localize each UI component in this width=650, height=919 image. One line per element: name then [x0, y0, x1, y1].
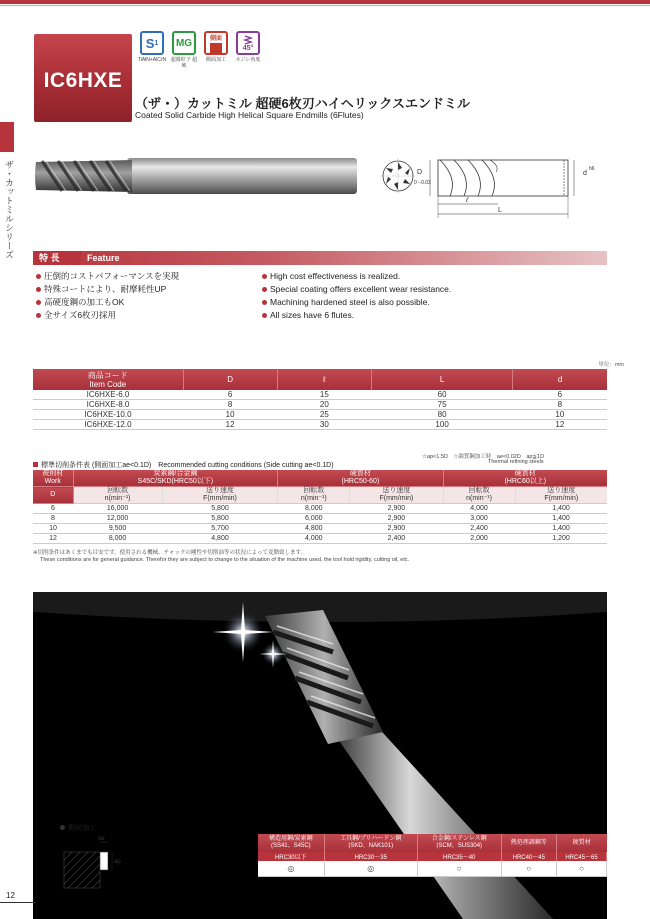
feature-list-en [262, 270, 451, 322]
header-feed: 送り速度 F(mm/min) [515, 487, 607, 504]
feature-item: Special coating offers excellent wear resistance. [262, 283, 451, 296]
micro-grain-icon: MG 超微粒子 超硬 [171, 31, 197, 69]
header-L: L [371, 369, 512, 390]
table-row: 10 9,500 5,700 4,800 2,900 2,400 1,400 [33, 524, 607, 534]
header-material: 熱処理調鋼等 [501, 834, 556, 852]
feature-item: High cost effectiveness is realized. [262, 270, 451, 283]
svg-text:h6: h6 [589, 166, 595, 172]
product-title-en: Coated Solid Carbide High Helical Square Endmills (6Flutes) [135, 110, 364, 120]
feature-item: All sizes have 6 flutes. [262, 309, 451, 322]
helix-angle-icon: 45° ネジレ角度 [235, 31, 261, 69]
svg-text:ae: ae [98, 836, 105, 842]
table-header-row [258, 834, 607, 852]
suitability-row: ◎ ◎ ○ ○ ○ [258, 861, 607, 876]
header-material: 合金鋼/ステンレス鋼 (SCM、SUS304) [417, 834, 501, 852]
header-d: d [513, 369, 607, 390]
header-material: 硬質材 [557, 834, 607, 852]
s1-coating-icon: S 1 TiAlN+AlCrN [139, 31, 165, 69]
disclaimer-jp: ※切削条件はあくまでも目安です。使用される機械、チャックの剛性や切削油等の状況によって変動致します。 [33, 550, 307, 556]
series-name-vertical: ザ・カットミルシリーズ [4, 160, 14, 259]
feature-item: 圧倒的コストパフォーマンスを実現 [36, 270, 179, 283]
feature-header: 特 長 Feature [33, 251, 607, 265]
table-row: 6 16,000 5,800 8,000 2,900 4,000 1,400 [33, 504, 607, 514]
svg-text:L: L [498, 207, 502, 214]
table-row: IC6HXE-6.0 6 15 60 6 [33, 390, 607, 400]
svg-text:D: D [417, 169, 423, 176]
header-group: 炭素鋼/合金鋼 S45C/SKD(HRC50以下) [73, 470, 278, 487]
svg-text:0 −0.03: 0 −0.03 [414, 180, 431, 186]
top-rule [0, 0, 650, 4]
header-feed: 送り速度 F(mm/min) [350, 487, 443, 504]
header-material: 工具鋼/プリハードン鋼 (SKD、NAK101) [324, 834, 417, 852]
endmill-photo [32, 152, 362, 200]
side-work-diagram [60, 832, 140, 892]
conditions-title: 標準切削条件表 (側面加工ae<0.1D) Recommended cutting conditions (Side cutting ae<0.1D) [33, 460, 334, 470]
header-group: 硬質材 (HRC50-60) [278, 470, 443, 487]
property-icons [139, 31, 261, 69]
model-code: IC6HXE [43, 69, 123, 92]
feature-item: 全サイズ6枚刃採用 [36, 309, 179, 322]
header-D: D [33, 487, 73, 504]
hrc-row: HRC30以下 HRC30～35 HRC35～40 HRC40～45 HRC45～65 [258, 852, 607, 861]
header-item-code: 商品コード Item Code [33, 369, 183, 390]
model-badge [34, 34, 132, 122]
svg-text:ap: ap [114, 859, 121, 865]
header-rpm: 回転数 n(min⁻¹) [73, 487, 162, 504]
svg-text:ℓ: ℓ [466, 197, 469, 204]
table-row: 8 12,000 5,800 6,000 2,900 3,000 1,400 [33, 514, 607, 524]
condition-note-en: Thermal refining steels [488, 459, 544, 465]
table-header-row [33, 369, 607, 390]
table-row: 12 8,000 4,800 4,000 2,400 2,000 1,200 [33, 534, 607, 544]
table-subheader-row [33, 487, 607, 504]
material-suitability-table [258, 834, 607, 877]
table-row: IC6HXE-12.0 12 30 100 12 [33, 420, 607, 430]
svg-text:d: d [583, 170, 587, 177]
header-l: ℓ [277, 369, 371, 390]
top-rule-thin [0, 5, 650, 6]
page-number-rule [0, 902, 36, 903]
feature-item: 特殊コートにより、耐摩耗性UP [36, 283, 179, 296]
table-row: IC6HXE-8.0 8 20 75 8 [33, 400, 607, 410]
table-header-row [33, 470, 607, 487]
side-cut-icon: 側面 側面加工 [203, 31, 229, 69]
header-rpm: 回転数 n(min⁻¹) [278, 487, 350, 504]
condition-note: ☆ap<1.5D ☆調質鋼加工時 ae<0.02D ap≦1D [422, 454, 545, 460]
header-rpm: 回転数 n(min⁻¹) [443, 487, 515, 504]
feature-item: Machining hardened steel is also possible. [262, 296, 451, 309]
header-group: 硬質材 (HRC60以上) [443, 470, 607, 487]
header-D: D [183, 369, 277, 390]
header-feed: 送り速度 F(mm/min) [162, 487, 278, 504]
header-work: 被削材 Work [33, 470, 73, 487]
header-material: 構造用鋼/炭素鋼 (SS41、S45C) [258, 834, 324, 852]
technical-drawing [378, 148, 608, 223]
spec-table [33, 369, 607, 430]
side-tab-marker [0, 122, 14, 152]
product-title-jp: （ザ・）カットミル 超硬6枚刃ハイヘリックスエンドミル [135, 96, 471, 111]
side-work-label: 側面加工 [60, 823, 96, 833]
feature-list-jp [36, 270, 179, 322]
feature-item: 高硬度鋼の加工もOK [36, 296, 179, 309]
unit-label: 単位：mm [598, 362, 624, 368]
table-row: IC6HXE-10.0 10 25 80 10 [33, 410, 607, 420]
cutting-conditions-table [33, 470, 607, 544]
disclaimer-en: These conditions are for general guidance. Therefor they are subject to change to the situation of the machine used, the tool hold rigidity, cutting oil, etc. [40, 557, 410, 563]
page-number: 12 [6, 891, 15, 900]
